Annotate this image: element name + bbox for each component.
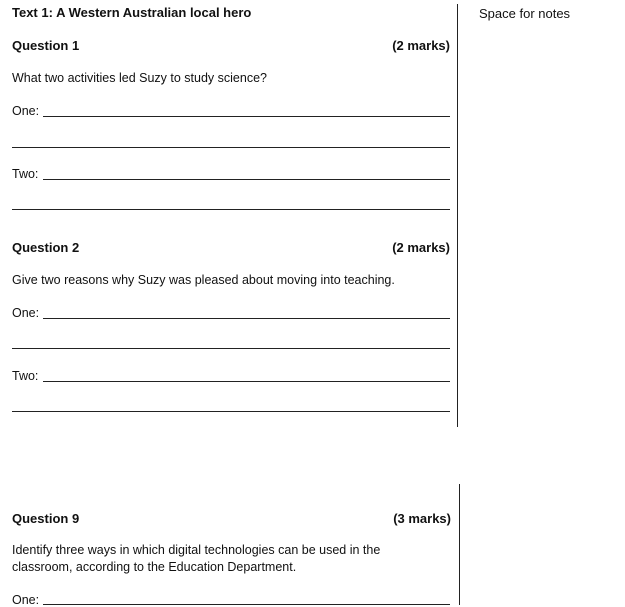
question-2-answer-two-label: Two: xyxy=(12,369,39,383)
question-1-answer-two-line[interactable] xyxy=(43,179,450,180)
question-2-answer-two-line[interactable] xyxy=(43,381,450,382)
question-1-answer-one-line-2[interactable] xyxy=(12,147,450,148)
question-2-answer-one-line-2[interactable] xyxy=(12,348,450,349)
notes-column-label: Space for notes xyxy=(479,6,571,21)
question-9-answer-one-label: One: xyxy=(12,593,40,607)
question-1-answer-two-label: Two: xyxy=(12,167,39,181)
question-1-answer-one-label: One: xyxy=(12,104,40,118)
question-9-marks: (3 marks) xyxy=(393,511,451,526)
question-9-prompt-line-2: classroom, according to the Education Department. xyxy=(12,560,297,574)
question-2-prompt: Give two reasons why Suzy was pleased about moving into teaching. xyxy=(12,273,395,287)
question-2-marks: (2 marks) xyxy=(392,240,450,255)
question-2-answer-one-label: One: xyxy=(12,306,40,320)
question-9-heading: Question 9 xyxy=(12,511,80,526)
question-1-prompt: What two activities led Suzy to study science? xyxy=(12,71,267,85)
notes-divider-lower xyxy=(459,484,460,605)
question-2-heading: Question 2 xyxy=(12,240,80,255)
question-2-answer-two-line-2[interactable] xyxy=(12,411,450,412)
question-1-heading: Question 1 xyxy=(12,38,80,53)
question-1-marks: (2 marks) xyxy=(392,38,450,53)
question-1-answer-one-line[interactable] xyxy=(43,116,450,117)
document-title: Text 1: A Western Australian local hero xyxy=(12,5,252,20)
notes-divider-upper xyxy=(457,4,458,427)
question-2-answer-one-line[interactable] xyxy=(43,318,450,319)
question-1-answer-two-line-2[interactable] xyxy=(12,209,450,210)
question-9-prompt-line-1: Identify three ways in which digital technologies can be used in the xyxy=(12,543,381,557)
